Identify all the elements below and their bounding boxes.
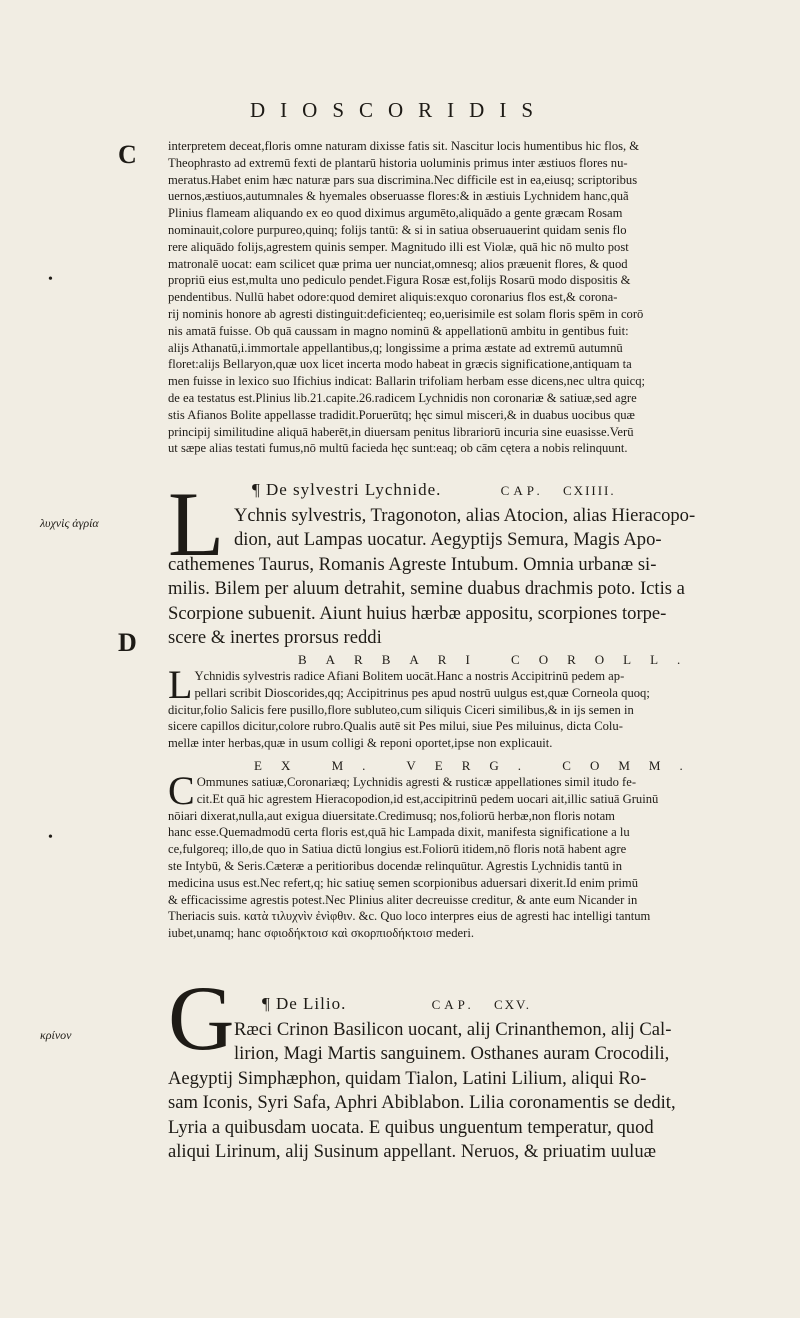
text-line: meratus.Habet enim hæc naturæ pars sua discrimina.Nec difficile est in ea,eiusq; scriptoribus [168, 172, 638, 187]
margin-greek-krinon: κρίνον [40, 1028, 72, 1042]
text-line: scere & inertes prorsus reddi [168, 627, 382, 649]
text-line: sicere capillos dicitur,colore rubro.Qualis autē sit Pes milui, siue Pes miluinus, dicta Colu- [168, 719, 623, 734]
text-line: men fuisse in lexico suo Ifichius indicat: Ballarin trifoliam herbam esse dicens,nec ultra quicq; [168, 374, 646, 389]
text-line: rere aliquādo folijs,agrestem quinis semper. Magnitudo illi est Violæ, quā hic nō multo post [168, 239, 629, 254]
text-line: Plinius flameam aliquando ex eo quod diximus argumēto,aliquādo a gente græcam Rosam [168, 206, 623, 221]
margin-greek-lychnis: λυχνὶς ἀγρία [40, 516, 99, 530]
verg-block [168, 768, 795, 942]
margin-dot: • [48, 830, 53, 845]
text-line: Aegyptij Simphæphon, quidam Tialon, Latini Lilium, aliqui Ro- [168, 1067, 647, 1089]
chapter-heading [252, 480, 792, 500]
text-line: alijs Athanatū,i.immortale appellantibus,q; longissime a prima æstate ad extremū autumnū [168, 340, 623, 355]
chapter-body [168, 504, 793, 650]
text-line: Ræci Crinon Basilicon uocant, alij Crinanthemon, alij Cal- [234, 1019, 672, 1040]
text-line: de ea testatus est.Plinius lib.21.capite.26.radicem Lychnidis non coronariæ & satiuæ,sed agre [168, 390, 637, 405]
section-head-verg: EX M. VERG. COMM. [254, 758, 702, 773]
chapter-heading [262, 994, 792, 1014]
chapter-cap: CAP. [500, 483, 544, 498]
text-line: iubet,unamq; hanc σφιοδήκτοισ καὶ σκορπιοδήκτοισ mederi. [168, 926, 474, 941]
chapter-cap: CAP. [431, 997, 475, 1012]
text-line: dion, aut Lampas uocatur. Aegyptijs Semura, Magis Apo- [234, 529, 662, 551]
text-line: aliqui Lirinum, alij Susinum appellant. Neruos, & priuatim uuluæ [168, 1141, 657, 1163]
text-line: pendentibus. Nullū habet odore:quod demiret aliquis:exquo coronarius flos est,& corona- [168, 290, 618, 305]
drop-cap: L [168, 662, 193, 707]
text-line: Theriacis suis. κατὰ τιλυχνὶν ἐνὶφθιν. &c. Quo loco interpres eius de agresti hac intelligi tantum [168, 909, 651, 924]
text-line: ut sæpe alias testati fumus,nō multū facieda hęc sunt:eaq; ob cām cętera a nobis relinquunt. [168, 441, 628, 456]
text-line: & efficacissime agrestis potest.Nec Plinius aliter decreuisse creditur, & ante eum Nicander in [168, 892, 638, 907]
text-line: pellari scribit Dioscorides,qq; Accipitrinus pes apud nostrū uulgus est,quæ Corneola quoq; [194, 685, 650, 700]
text-line: Scorpione subuenit. Aiunt huius hærbæ appositu, scorpiones torpe- [168, 602, 667, 624]
text-line: Ychnis sylvestris, Tragonoton, alias Atocion, alias Hieracopo- [234, 505, 696, 526]
text-line: cathemenes Taurus, Romanis Agreste Intubum. Omnia urbanæ si- [168, 553, 657, 575]
margin-letter-c: C [118, 140, 137, 169]
text-line: rij nominis honore ab agresti distinguit:deficienteq; eo,uerisimile est solam floris spēm in corō [168, 306, 644, 321]
text-line: principij similitudine aliquā haberēt,in diuersam penitus librariorū incuria sine euasisse.Verū [168, 424, 634, 439]
text-line: nominauit,colore purpureo,quinq; folijs tantū: & si in satiua obseruauerint quidam senis flo [168, 222, 627, 237]
text-line: cit.Et quā hic agrestem Hieracopodion,id est,accipitrinū pedem uocari ait,illic satiuā Gruinū [196, 791, 659, 806]
text-line: hanc esse.Quemadmodū certa floris est,quā hic Lampada dixit, manifesta significatione a lu [168, 825, 630, 840]
chapter-title: De sylvestri Lychnide. [265, 480, 442, 499]
drop-cap: G [168, 967, 235, 1069]
chapter-number: CXV. [493, 997, 531, 1012]
text-line: sam Iconis, Syri Safa, Aphri Abiblabon. Lilia coronamentis se dedit, [168, 1092, 676, 1114]
running-head: DIOSCORIDIS [250, 98, 549, 122]
drop-cap: C [168, 768, 195, 813]
text-line: ste Intybū, & Seris.Cæteræ a peritioribus docendæ relinquūtur. Agrestis Lychnidis tantū in [168, 858, 623, 873]
text-line: matronalē uocat: eam scilicet quæ prima uer nunciat,omnesq; alios præuenit flores, & quod [168, 256, 628, 271]
heading-mark: ¶ [262, 994, 271, 1013]
text-line: Ommunes satiuæ,Coronariæq; Lychnidis agresti & rusticæ appellationes simil itudo fe- [196, 775, 637, 789]
section-head-barbari: BARBARI COROLL. [298, 652, 700, 667]
text-line: ce,fulgoreq; illo,de quo in Satiua dictū longius est.Foliorū itidem,nō floris notā habent agre [168, 842, 627, 857]
text-line: interpretem deceat,floris omne naturam dixisse fatis sit. Nascitur locis humentibus hic flos, & [168, 139, 640, 153]
text-line: nis amatā fuisse. Ob quā caussam in magno nominū & appellationū ambitu in gentibus fuit: [168, 323, 629, 338]
text-line: dicitur,folio Salicis fere pusillo,flore subluteo,cum siliquis Ciceri similibus,& in ijs semen in [168, 702, 634, 717]
barbari-block [168, 662, 795, 752]
text-line: uernos,æstiuos,autumnales & hyemales obseruasse flores:& in æstiuis Lychnidem hanc,quã [168, 189, 629, 204]
chapter-number: CXIIII. [563, 483, 616, 498]
text-line: Ychnidis sylvestris radice Afiani Bolitem uocāt.Hanc a nostris Accipitrinū pedem ap- [194, 669, 625, 683]
text-line: milis. Bilem per aluum detrahit, semine duabus drachmis poto. Ictis a [168, 578, 685, 600]
text-line: Theophrasto ad extremū fexti de plantarū historia uoluminis primus inter æstiuos flores nu- [168, 155, 628, 170]
text-line: nōiari dixerat,nulla,aut exigua diuersitate.Credimusq; nos,foliorū herbæ,non floris notam [168, 808, 615, 823]
margin-dot: • [48, 272, 53, 287]
margin-letter-d: D [118, 628, 137, 657]
heading-mark: ¶ [252, 480, 261, 499]
text-line: mellæ inter herbas,quæ in usum colligi & reponi oportet,ipse non explicauit. [168, 736, 553, 751]
text-line: stis Afianos Bolite appellasse tradidit.Poruerūtq; hęc simul misceri,& in duabus uocibus quæ [168, 407, 635, 422]
text-line: medicina usus est.Nec refert,q; hic satiuę semen scorpionibus aduersari dixerit.Id enim primū [168, 875, 639, 890]
commentary-block [168, 138, 795, 457]
drop-cap: L [168, 473, 225, 575]
text-line: Lyria a quibusdam uocata. E quibus unguentum temperatur, quod [168, 1116, 654, 1138]
chapter-body [168, 1018, 793, 1164]
text-line: floret:alijs Bellaryon,quæ uox licet incerta modo habeat in græcis significatione,antiquam ta [168, 357, 632, 372]
chapter-title: De Lilio. [275, 994, 347, 1013]
text-line: propriū eius est,multa uno pediculo pendet.Figura Rosæ est,folijs Rosarū modo dispositis & [168, 273, 631, 288]
text-line: lirion, Magi Martis sanguinem. Osthanes auram Crocodili, [234, 1043, 670, 1065]
